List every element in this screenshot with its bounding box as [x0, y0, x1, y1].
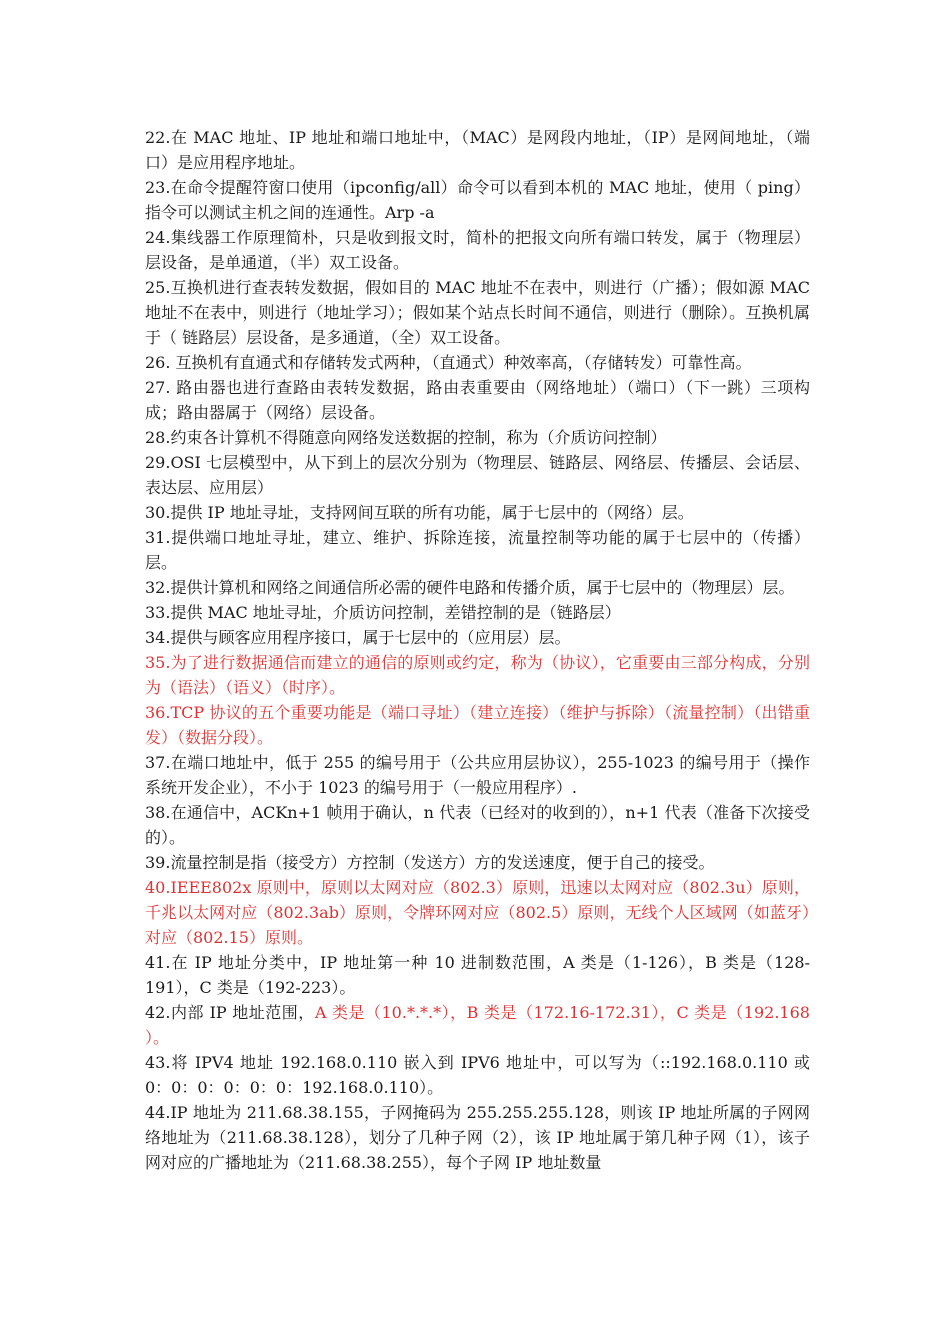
highlighted-text: A 类是（10.*.*.*），B 类是（172.16-172.31），C 类是（192.168 ）。 [145, 1003, 810, 1047]
document-body [145, 125, 810, 1175]
question-item [145, 125, 810, 175]
question-text: 30.提供 IP 地址寻址，支持网间互联的所有功能，属于七层中的（网络）层。 [145, 503, 694, 522]
question-text: 29.OSI 七层模型中，从下到上的层次分别为（物理层、链路层、网络层、传播层、会话层、表达层、应用层） [145, 453, 810, 497]
question-text: 24.集线器工作原理简朴，只是收到报文时，简朴的把报文向所有端口转发，属于（物理层）层设备，是单通道，（半）双工设备。 [145, 228, 810, 272]
question-item [145, 225, 810, 275]
question-text: 25.互换机进行查表转发数据，假如目的 MAC 地址不在表中，则进行（广播）；假如源 MAC 地址不在表中，则进行（地址学习）；假如某个站点长时间不通信，则进行（删除）。互换机属于（ 链路层）层设备，是多通道，（全）双工设备。 [145, 278, 810, 347]
question-text: 28.约束各计算机不得随意向网络发送数据的控制，称为（介质访问控制） [145, 428, 667, 447]
question-item [145, 1100, 810, 1175]
question-text: 39.流量控制是指（接受方）方控制（发送方）方的发送速度，便于自己的接受。 [145, 853, 715, 872]
question-item [145, 575, 810, 600]
question-item [145, 650, 810, 700]
question-item [145, 700, 810, 750]
question-text: 26. 互换机有直通式和存储转发式两种，（直通式）种效率高，（存储转发）可靠性高。 [145, 353, 752, 372]
question-item [145, 350, 810, 375]
question-item [145, 525, 810, 575]
question-text: 31.提供端口地址寻址，建立、维护、拆除连接，流量控制等功能的属于七层中的（传播）层。 [145, 528, 810, 572]
highlighted-text: 36.TCP 协议的五个重要功能是（端口寻址）（建立连接）（维护与拆除）（流量控制）（出错重发）（数据分段）。 [145, 703, 810, 747]
highlighted-text: 40.IEEE802x 原则中，原则以太网对应（802.3）原则，迅速以太网对应（802.3u）原则，千兆以太网对应（802.3ab）原则，令牌环网对应（802.5）原则，无线个人区域网（如蓝牙）对应（802.15）原则。 [145, 878, 810, 947]
question-item [145, 850, 810, 875]
question-text: 41.在 IP 地址分类中，IP 地址第一种 10 进制数范围，A 类是（1-126），B 类是（128-191），C 类是（192-223）。 [145, 953, 810, 997]
question-item [145, 875, 810, 950]
question-item [145, 375, 810, 425]
question-item [145, 425, 810, 450]
question-text: 23.在命令提醒符窗口使用（ipconfig/all）命令可以看到本机的 MAC 地址，使用（ ping）指令可以测试主机之间的连通性。Arp -a [145, 178, 810, 222]
question-text: 43.将 IPV4 地址 192.168.0.110 嵌入到 IPV6 地址中，可以写为（::192.168.0.110 或 0：0：0：0：0：0：192.168.0.110）。 [145, 1053, 810, 1097]
question-item [145, 950, 810, 1000]
question-item [145, 275, 810, 350]
question-item [145, 1000, 810, 1050]
question-item [145, 1050, 810, 1100]
question-text: 38.在通信中，ACKn+1 帧用于确认，n 代表（已经对的收到的），n+1 代表（准备下次接受的）。 [145, 803, 810, 847]
question-text: 44.IP 地址为 211.68.38.155，子网掩码为 255.255.255.128，则该 IP 地址所属的子网网络地址为（211.68.38.128），划分了几种子网（2），该 IP 地址属于第几种子网（1），该子网对应的广播地址为（211.68.38.255），每个子网 IP 地址数量 [145, 1103, 810, 1172]
question-item [145, 450, 810, 500]
question-item [145, 750, 810, 800]
question-text: 32.提供计算机和网络之间通信所必需的硬件电路和传播介质，属于七层中的（物理层）层。 [145, 578, 795, 597]
question-text: 33.提供 MAC 地址寻址，介质访问控制，差错控制的是（链路层） [145, 603, 621, 622]
question-text: 42.内部 IP 地址范围， [145, 1003, 315, 1022]
question-item [145, 800, 810, 850]
question-text: 27. 路由器也进行查路由表转发数据，路由表重要由（网络地址）（端口）（下一跳）三项构成；路由器属于（网络）层设备。 [145, 378, 810, 422]
question-item [145, 500, 810, 525]
question-text: 37.在端口地址中，低于 255 的编号用于（公共应用层协议），255-1023 的编号用于（操作系统开发企业），不小于 1023 的编号用于（一般应用程序）. [145, 753, 810, 797]
question-item [145, 175, 810, 225]
question-text: 22.在 MAC 地址、IP 地址和端口地址中，（MAC）是网段内地址，（IP）是网间地址，（端口）是应用程序地址。 [145, 128, 810, 172]
question-text: 34.提供与顾客应用程序接口，属于七层中的（应用层）层。 [145, 628, 571, 647]
highlighted-text: 35.为了进行数据通信而建立的通信的原则或约定，称为（协议），它重要由三部分构成，分别为（语法）（语义）（时序）。 [145, 653, 810, 697]
question-list [145, 125, 810, 1175]
question-item [145, 625, 810, 650]
question-item [145, 600, 810, 625]
